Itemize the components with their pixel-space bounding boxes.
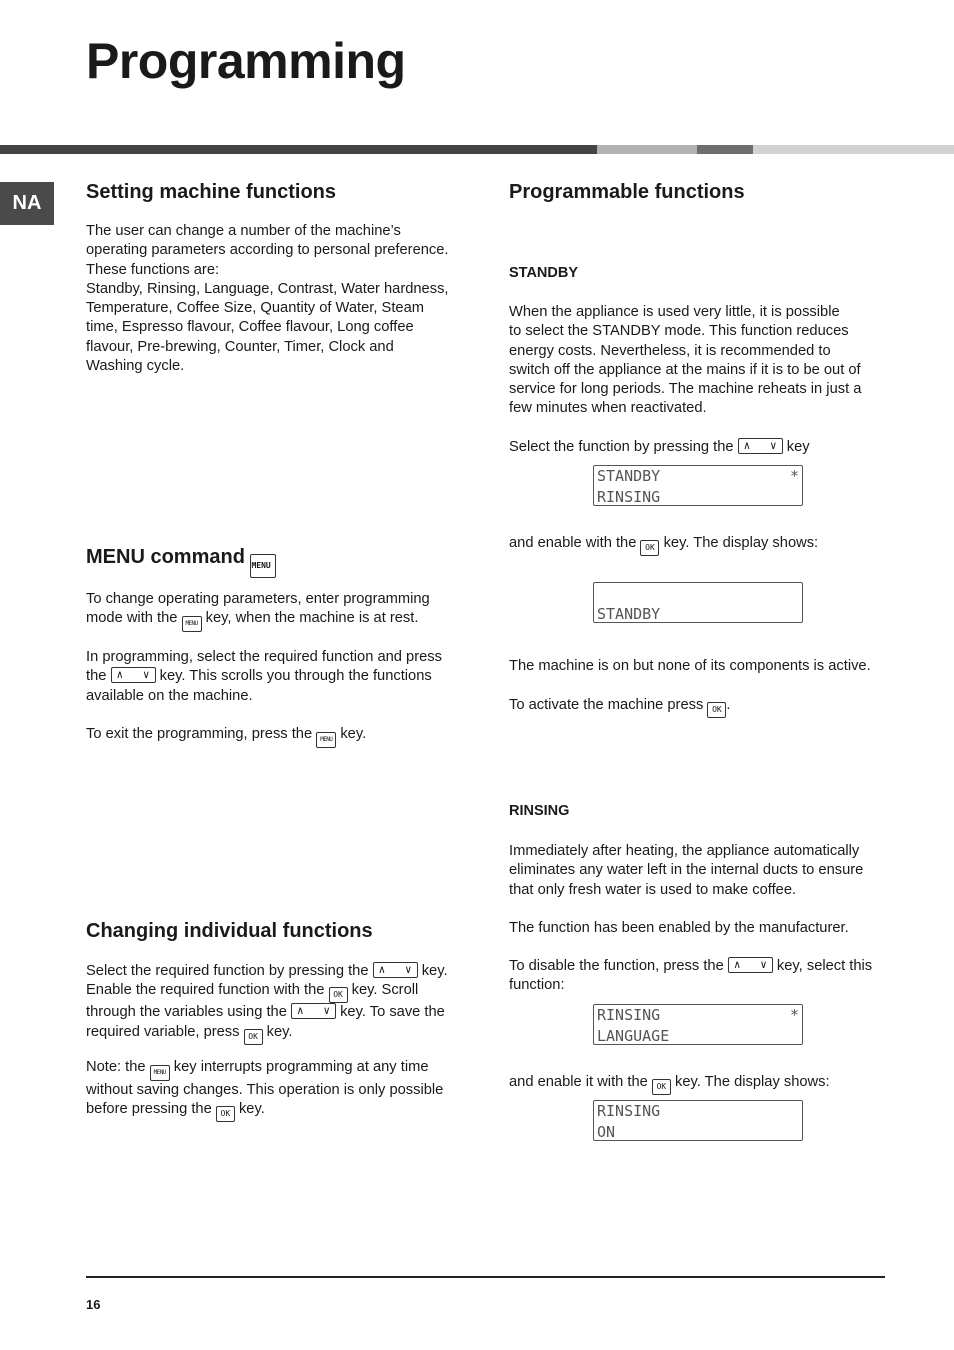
ok-key-icon: OK: [329, 987, 348, 1003]
rinsing-paragraph-3: To disable the function, press the ∧ ∨ key, select this function:: [509, 958, 873, 994]
lcd-display-standby-rinsing: STANDBY * RINSING: [593, 465, 803, 506]
menu-paragraph-1: To change operating parameters, enter programming mode with the MENU key, when the machine is at rest.: [86, 590, 470, 632]
rinsing-paragraph-2: The function has been enabled by the manufacturer.: [509, 920, 849, 936]
page-number: 16: [86, 1297, 101, 1312]
ok-key-icon: OK: [640, 540, 659, 556]
header-bar-pale: [753, 145, 954, 154]
header-bar-mid: [697, 145, 753, 154]
standby-paragraph-4: The machine is on but none of its components is active.: [509, 658, 871, 674]
arrow-keys-icon: ∧ ∨: [373, 962, 418, 978]
standby-heading: STANDBY: [509, 265, 579, 281]
standby-paragraph-1: When the appliance is used very little, it is possible to select the STANDBY mode. This function reduces energy costs. Nevertheless, it is recommended to switch off the appliance at the mains if it is to be out of service for long periods. The machine reheats in just a few minutes when reactivated.: [509, 304, 862, 417]
lcd-display-rinsing-language: RINSING * LANGUAGE: [593, 1004, 803, 1045]
lcd-display-rinsing-on: RINSING ON: [593, 1100, 803, 1141]
changing-heading: Changing individual functions: [86, 920, 373, 942]
setting-heading: Setting machine functions: [86, 181, 337, 203]
setting-paragraph: The user can change a number of the machine’s operating parameters according to personal preference. These functions are: Standby, Rinsing, Language, Contrast, Water hardness, Temperature, Coffee Size, Quantity of Water, Steam time, Espresso flavour, Coffee flavour, Long coffee flavour, Pre-brewing, Counter, Timer, Clock and Washing cycle.: [86, 223, 449, 375]
menu-paragraph-3: To exit the programming, press the MENU key.: [86, 725, 470, 748]
ok-key-icon: OK: [652, 1079, 671, 1095]
rinsing-paragraph-4: and enable it with the OK key. The display shows:: [509, 1073, 899, 1095]
ok-key-icon: OK: [244, 1029, 263, 1045]
programmable-heading: Programmable functions: [509, 181, 745, 203]
arrow-keys-icon: ∧ ∨: [738, 438, 783, 454]
menu-key-icon: MENU: [150, 1065, 170, 1081]
ok-key-icon: OK: [707, 702, 726, 718]
menu-key-icon: MENU: [182, 616, 202, 632]
ok-key-icon: OK: [216, 1106, 235, 1122]
rinsing-paragraph-1: Immediately after heating, the appliance automatically eliminates any water left in the internal ducts to ensure that only fresh water is used to make coffee.: [509, 843, 864, 898]
menu-key-icon: MENU: [250, 554, 276, 578]
section-tab: NA: [0, 182, 54, 225]
lcd-display-standby: STANDBY: [593, 582, 803, 623]
standby-paragraph-3: and enable with the OK key. The display shows:: [509, 534, 899, 556]
arrow-keys-icon: ∧ ∨: [291, 1003, 336, 1019]
page-title: Programming: [86, 33, 406, 89]
header-bar-dark: [0, 145, 597, 154]
footer-divider: [86, 1276, 885, 1278]
header-bar-light: [597, 145, 697, 154]
standby-paragraph-2: Select the function by pressing the ∧ ∨ key: [509, 439, 810, 455]
menu-heading: MENU command MENU: [86, 546, 470, 578]
menu-key-icon: MENU: [316, 732, 336, 748]
changing-paragraph-2: Note: the MENU key interrupts programming at any time without saving changes. This operation is only possible before pressing the OK key.: [86, 1058, 470, 1122]
menu-paragraph-2: In programming, select the required function and press the ∧ ∨ key. This scrolls you through the functions available on the machine.: [86, 649, 442, 704]
rinsing-heading: RINSING: [509, 803, 570, 819]
arrow-keys-icon: ∧ ∨: [111, 667, 156, 683]
standby-paragraph-5: To activate the machine press OK .: [509, 696, 899, 718]
changing-paragraph-1: Select the required function by pressing the ∧ ∨ key. Enable the required function with the OK key. Scroll through the variables using the ∧ ∨ key. To save the required variable, press OK key.: [86, 962, 470, 1045]
arrow-keys-icon: ∧ ∨: [728, 957, 773, 973]
